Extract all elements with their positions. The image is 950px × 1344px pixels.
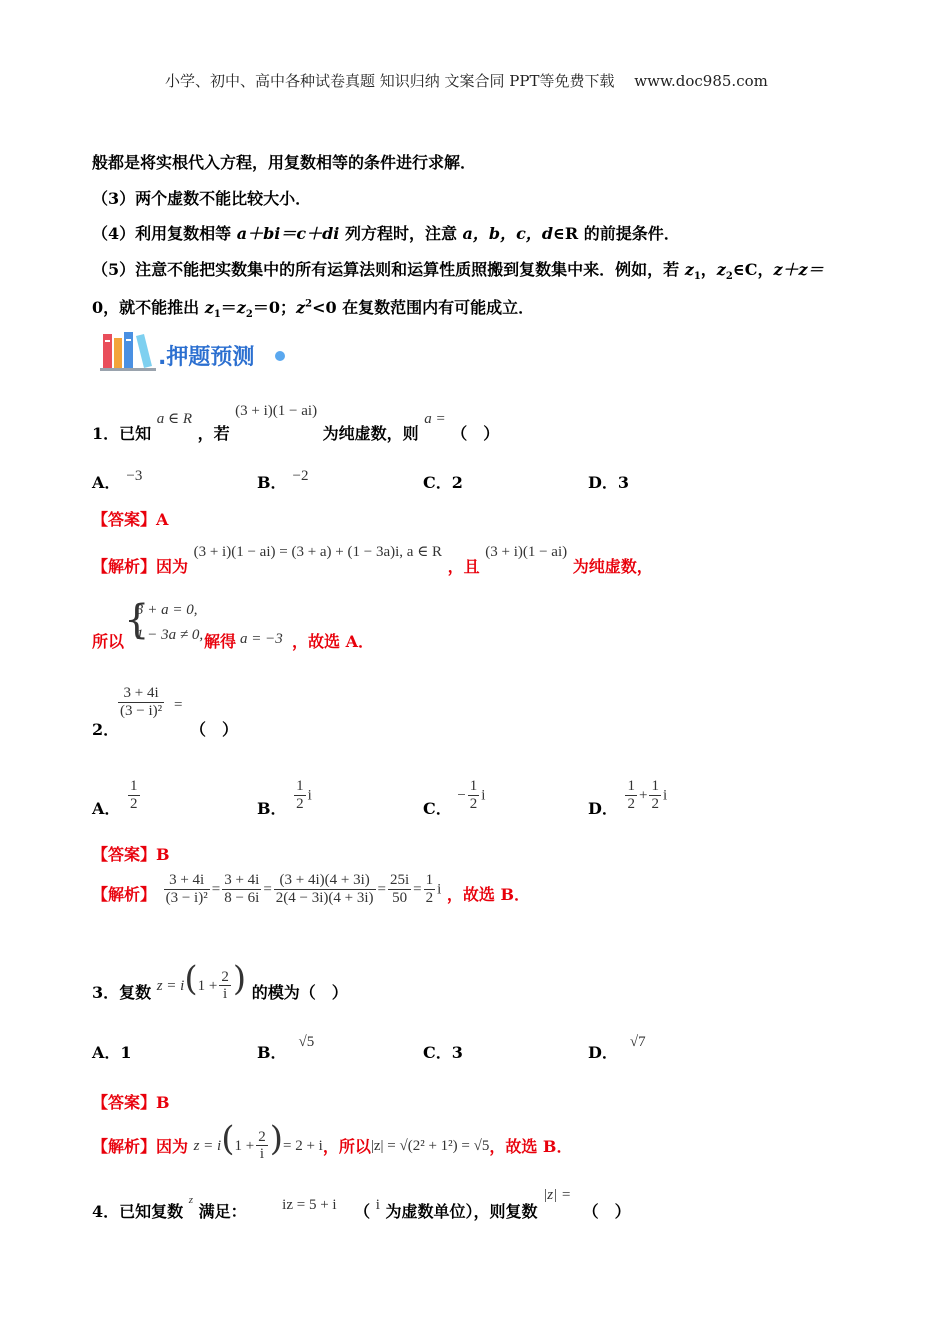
minus-sign: − — [457, 787, 466, 804]
system-eq-1: 3 + a = 0, — [136, 602, 198, 618]
denominator: 8 − 6i — [224, 889, 260, 906]
q1-answer: 【答案】A — [92, 510, 169, 529]
exp-text: 所以 — [92, 632, 125, 651]
note-text: （5）注意不能把实数集中的所有运算法则和运算性质照搬到复数集中来．例如，若 — [92, 260, 685, 279]
paren-close: ) — [269, 1119, 283, 1159]
denominator: 2 — [651, 795, 659, 812]
equals: = — [263, 881, 272, 898]
exp-fraction — [222, 872, 261, 906]
q2-fraction — [118, 685, 164, 719]
q-text: ，若 — [197, 424, 230, 443]
var-z: z — [296, 298, 306, 317]
var-z: z — [204, 298, 214, 317]
note-text: ∈R 的前提条件． — [553, 224, 680, 243]
option-label: C． — [423, 1043, 452, 1062]
math-inline: |z| = √(2² + 1²) = √5 — [370, 1138, 490, 1154]
imag-unit: i — [481, 787, 486, 804]
denominator: (3 − i)² — [120, 702, 163, 719]
q2-explanation — [92, 872, 530, 922]
note-formula: z＋z＝ — [773, 260, 824, 279]
var-z: z — [684, 260, 694, 279]
note-text: ＝ — [220, 298, 237, 317]
q2-option-c[interactable] — [423, 778, 485, 818]
denominator: 2 — [130, 795, 138, 812]
subscript: 2 — [245, 309, 253, 321]
note-line-5 — [92, 295, 534, 320]
numerator: 3 + 4i — [164, 872, 210, 890]
imag-unit: i — [437, 881, 442, 898]
dot-icon — [275, 351, 285, 361]
denominator: 2 — [627, 795, 635, 812]
q3-option-d[interactable] — [588, 1034, 646, 1063]
page-header: 小学、初中、高中各种试卷真题 知识归纳 文案合同 PPT等免费下载 www.doc985.com — [165, 72, 768, 90]
numerator: 1 — [627, 778, 635, 794]
math-inline: |z| = — [543, 1187, 572, 1203]
math-inline: (3 + i)(1 − ai) — [235, 403, 318, 419]
subscript: 2 — [725, 271, 733, 283]
option-label: B． — [257, 1043, 287, 1062]
q-text: 1．已知 — [92, 424, 152, 443]
denominator: (3 − i)² — [165, 889, 208, 906]
q-text: 3．复数 — [92, 983, 152, 1002]
note-text: ＝0； — [252, 298, 296, 317]
numerator: 3 + 4i — [118, 685, 164, 703]
note-line-2: （3）两个虚数不能比较大小． — [92, 189, 312, 208]
var-z: z — [236, 298, 246, 317]
note-text: （4）利用复数相等 — [92, 224, 237, 243]
imag-unit: i — [662, 787, 668, 804]
math-inline: a = — [424, 411, 446, 427]
q3-answer: 【答案】B — [92, 1093, 170, 1112]
note-text: ∈C， — [732, 260, 774, 279]
numerator: 1 — [296, 778, 304, 794]
option-label: A． — [92, 1043, 121, 1062]
note-vars: a，b，c，d — [462, 224, 554, 243]
question-3 — [92, 959, 348, 1006]
exp-fraction — [388, 872, 411, 906]
equals: = — [413, 881, 422, 898]
equals: = — [211, 881, 221, 898]
numerator: 1 — [651, 778, 659, 794]
q-text: （ ） — [582, 1202, 631, 1221]
q1-option-d[interactable] — [588, 470, 629, 493]
math-inline: a = −3 — [240, 631, 283, 647]
math-inline: a ∈ R — [156, 411, 192, 427]
option-value: −2 — [292, 468, 309, 484]
note-text: ， — [700, 260, 717, 279]
var-z: z — [716, 260, 726, 279]
q2-answer: 【答案】B — [92, 845, 170, 864]
exp-text: 解得 — [204, 632, 237, 651]
numerator: 25i — [390, 872, 410, 888]
option-label: A． — [92, 473, 121, 492]
q-text: （ — [354, 1202, 371, 1221]
option-fraction — [468, 778, 480, 812]
exp-fraction — [164, 872, 210, 906]
option-fraction — [625, 778, 637, 812]
q-text: 为虚数单位），则复数 — [385, 1202, 538, 1221]
note-line-3 — [92, 221, 680, 244]
exp-text: ，所以 — [322, 1137, 371, 1156]
denominator: 2 — [425, 889, 434, 906]
option-label: D． — [588, 473, 618, 492]
numerator: 2 — [221, 968, 229, 985]
q3-option-c[interactable] — [423, 1040, 463, 1063]
q-number: 2． — [92, 720, 120, 739]
exp-text: 为纯虚数， — [572, 557, 653, 576]
math-inline: i — [375, 1197, 380, 1213]
q-text: 满足： — [198, 1202, 247, 1221]
section-title: .押题预测 — [158, 345, 255, 370]
superscript: 2 — [305, 298, 313, 310]
denominator: 2(4 − 3i)(4 + 3i) — [275, 889, 374, 906]
equals: = — [174, 697, 183, 713]
q2-option-d[interactable] — [588, 778, 667, 818]
paren-open: ( — [221, 1119, 235, 1159]
q3-explanation — [92, 1119, 573, 1166]
option-value: −3 — [126, 468, 143, 484]
math-inline: z — [188, 1194, 193, 1206]
option-value: 1 — [120, 1043, 132, 1062]
subscript: 1 — [693, 271, 701, 283]
option-fraction — [649, 778, 661, 812]
denominator: 2 — [469, 795, 478, 812]
math-inline: = 2 + i — [282, 1138, 323, 1154]
q2-option-b[interactable] — [257, 778, 312, 818]
math-inline: z = i — [193, 1138, 222, 1154]
denominator: i — [223, 986, 228, 1002]
q3-option-b[interactable] — [257, 1034, 315, 1063]
question-1 — [92, 405, 499, 455]
denominator: 2 — [296, 795, 304, 812]
math-inline: 1 + — [234, 1138, 255, 1154]
option-fraction — [294, 778, 306, 812]
exp-text: ，故选 A． — [292, 632, 374, 651]
exp-text: 【解析】因为 — [92, 557, 189, 576]
numerator: 1 — [425, 872, 434, 888]
books-icon — [100, 330, 158, 374]
imag-unit: i — [307, 787, 312, 804]
q2-option-a[interactable] — [92, 778, 142, 818]
exp-fraction — [274, 872, 376, 906]
plus-sign: + — [638, 787, 648, 804]
q-text: （ ） — [190, 720, 239, 739]
option-value: √5 — [298, 1034, 315, 1050]
note-line-4 — [92, 257, 824, 282]
exp-text: ，故选 B． — [489, 1137, 573, 1156]
math-inline: (3 + i)(1 − ai) — [485, 544, 568, 560]
q1-option-a[interactable] — [92, 470, 142, 493]
note-text: 列方程时，注意 — [339, 224, 463, 243]
q1-option-c[interactable] — [423, 470, 463, 493]
exp-text: ，且 — [447, 557, 480, 576]
math-inline: z = i — [156, 978, 185, 994]
option-label: A． — [92, 798, 121, 818]
math-inline: (3 + i)(1 − ai) = (3 + a) + (1 − 3a)i, a ∈ R — [193, 544, 443, 560]
math-inline: 1 + — [197, 978, 218, 994]
paren-open: ( — [184, 959, 198, 999]
q-text: 的模为（ ） — [251, 983, 348, 1002]
numerator: 1 — [469, 778, 478, 794]
q-text: 4．已知复数 — [92, 1202, 184, 1221]
option-label: D． — [588, 798, 618, 818]
exp-text: ，故选 B． — [446, 884, 530, 904]
option-value: 3 — [451, 1043, 463, 1062]
q-text: 为纯虚数，则 — [322, 424, 419, 443]
numerator: (3 + 4i)(4 + 3i) — [274, 872, 376, 890]
note-formula: a＋bi＝c＋di — [236, 224, 340, 243]
exp-text: 【解析】 — [92, 884, 157, 904]
q1-option-b[interactable] — [257, 470, 309, 493]
section-banner — [100, 330, 300, 374]
option-label: C． — [423, 798, 452, 818]
brace-icon: { — [124, 597, 150, 643]
note-text: 0，就不能推出 — [92, 298, 205, 317]
option-label: D． — [588, 1043, 618, 1062]
equals: = — [377, 881, 386, 898]
option-label: B． — [257, 798, 287, 818]
option-label: C． — [423, 473, 452, 492]
q3-fraction — [219, 969, 231, 1003]
question-4 — [92, 1185, 631, 1225]
option-value: 2 — [451, 473, 463, 492]
paren-close: ) — [232, 959, 247, 999]
q-text: （ ） — [451, 424, 500, 443]
numerator: 3 + 4i — [224, 872, 260, 888]
denominator: 50 — [392, 889, 408, 906]
option-value: 3 — [617, 473, 630, 492]
option-value: √7 — [629, 1034, 646, 1050]
exp-fraction — [256, 1129, 268, 1163]
system-eq-2: 1 − 3a ≠ 0, — [136, 627, 204, 643]
denominator: i — [259, 1146, 265, 1162]
exp-fraction — [424, 872, 436, 906]
numerator: 2 — [258, 1128, 266, 1145]
q1-explanation-1 — [92, 540, 653, 580]
option-label: B． — [257, 473, 287, 492]
option-fraction — [128, 778, 140, 812]
note-line-1: 般都是将实根代入方程，用复数相等的条件进行求解． — [92, 153, 477, 172]
q3-option-a[interactable] — [92, 1040, 132, 1063]
exp-text: 【解析】因为 — [92, 1137, 189, 1156]
subscript: 1 — [213, 309, 221, 321]
math-inline: iz = 5 + i — [282, 1197, 337, 1213]
numerator: 1 — [130, 778, 138, 794]
note-text: <0 在复数范围内有可能成立． — [312, 298, 535, 317]
